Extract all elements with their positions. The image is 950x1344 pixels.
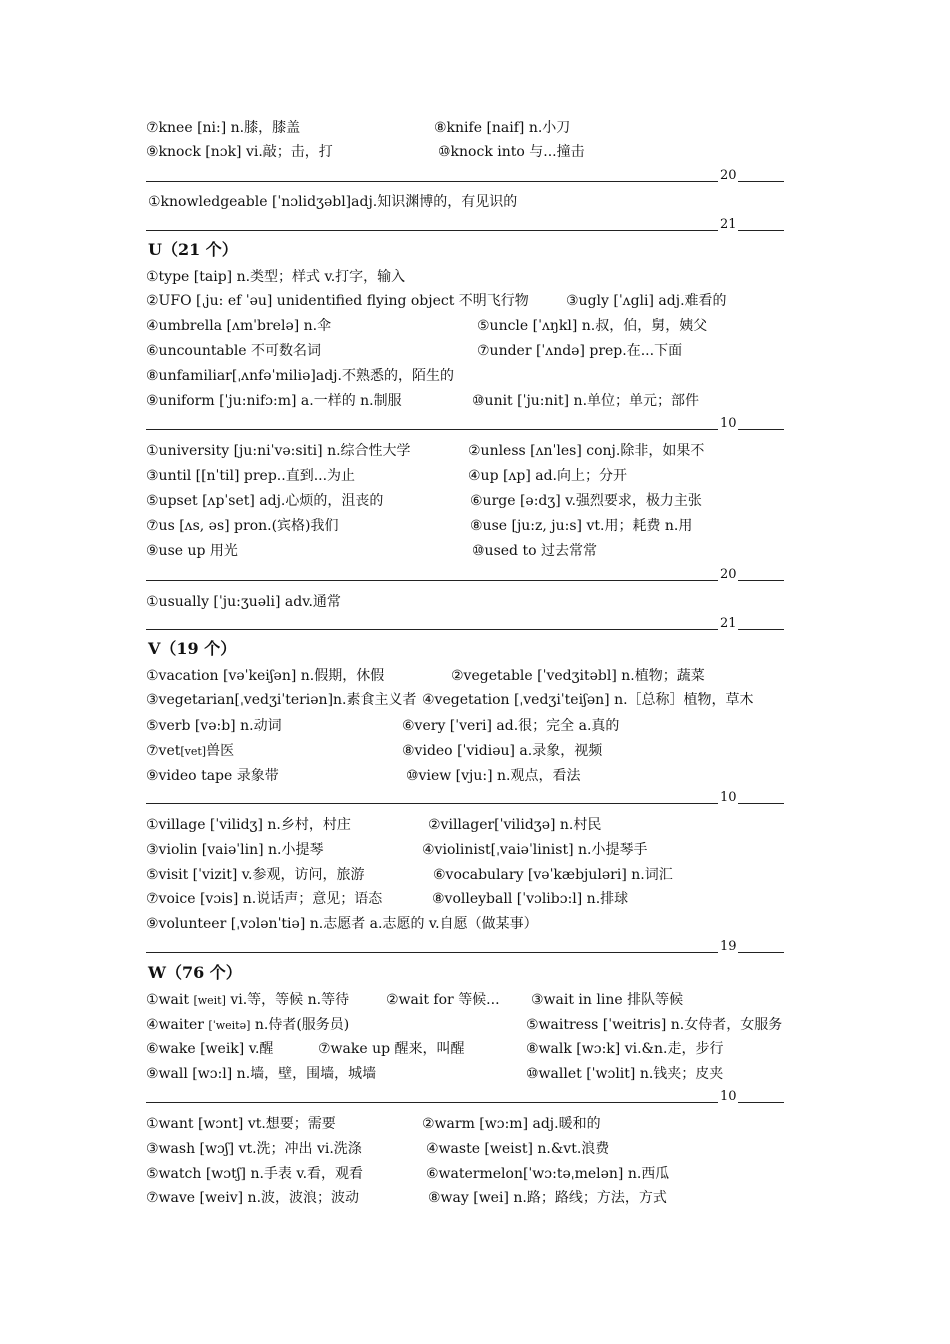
group-count: 19 [720, 939, 737, 954]
vocab-entry: ⑥uncountable 不可数名词 [146, 343, 322, 359]
vocab-entry: ④umbrella [ʌmˈbrelə] n.伞 [146, 318, 332, 334]
vocab-row [146, 865, 806, 885]
vocab-meaning: n.侍者(服务员) [254, 1017, 350, 1033]
vocab-entry: ⑩unit [ˈju:nit] n.单位；单元；部件 [472, 393, 700, 409]
vocab-row [146, 1114, 806, 1134]
vocab-entry [146, 990, 349, 1011]
vocab-row [146, 441, 806, 461]
vocab-entry: ⑦wave [weiv] n.波，波浪；波动 [146, 1190, 360, 1206]
vocab-entry: ⑨knock [nɔk] vi.敲；击，打 [146, 144, 333, 160]
vocab-entry: ⑥very [ˈveri] ad.很；完全 a.真的 [402, 718, 620, 734]
vocab-entry: ①vacation [vəˈkeiʃən] n.假期，休假 [146, 668, 385, 684]
group-count: 20 [720, 168, 737, 183]
vocab-entry: ②UFO [ˌju: ef ˈəu] unidentified flying object 不明飞行物 [146, 293, 529, 309]
vocab-row [146, 766, 806, 786]
vocab-phonetic: [weit] [193, 994, 226, 1007]
group-count: 21 [720, 217, 737, 232]
group-separator [146, 1089, 786, 1107]
vocab-entry: ③wash [wɔʃ] vt.洗；冲出 vi.洗涤 [146, 1141, 362, 1157]
vocab-entry: ⑤visit [ˈvizit] v.参观，访问，旅游 [146, 867, 365, 883]
vocab-entry: ⑥vocabulary [vəˈkæbjuləri] n.词汇 [433, 867, 673, 883]
group-count: 20 [720, 567, 737, 582]
vocab-entry: ①knowledgeable [ˈnɔlidʒəbl]adj.知识渊博的，有见识的 [148, 194, 518, 210]
vocab-row [146, 990, 806, 1010]
vocab-entry: ⑤watch [wɔtʃ] n.手表 v.看，观看 [146, 1166, 364, 1182]
vocab-row [146, 690, 806, 710]
group-count: 10 [720, 790, 737, 805]
vocab-entry: ⑩wallet [ˈwɔlit] n.钱夹；皮夹 [526, 1066, 724, 1082]
vocab-entry: ③ugly [ˈʌgli] adj.难看的 [566, 293, 727, 309]
vocab-entry: ⑥urge [ə:dʒ] v.强烈要求，极力主张 [470, 493, 702, 509]
vocab-entry: ①type [taip] n.类型；样式 v.打字，输入 [146, 269, 406, 285]
vocab-row [146, 391, 806, 411]
vocab-row [146, 491, 806, 511]
vocab-row [146, 741, 806, 761]
vocab-row [146, 1164, 806, 1184]
vocab-entry: ⑤verb [və:b] n.动词 [146, 718, 282, 734]
vocab-entry: ⑦under [ˈʌndə] prep.在...下面 [477, 343, 683, 359]
vocab-entry: ⑨use up 用光 [146, 543, 238, 559]
vocab-entry: ⑩used to 过去常常 [472, 543, 597, 559]
group-separator [146, 168, 786, 186]
vocab-row [146, 142, 806, 162]
vocab-row [146, 716, 806, 736]
vocab-row [146, 192, 806, 212]
vocab-entry: ④up [ʌp] ad.向上；分开 [468, 468, 627, 484]
vocab-entry: ⑨uniform [ˈju:nifɔ:m] a.一样的 n.制服 [146, 393, 402, 409]
section-heading-w: W（76 个） [148, 963, 242, 982]
vocab-entry: ③violin [vaiəˈlin] n.小提琴 [146, 842, 324, 858]
vocab-entry: ⑨wall [wɔ:l] n.墙，壁，围墙，城墙 [146, 1066, 377, 1082]
vocab-entry: ⑧unfamiliar[ˌʌnfəˈmiliə]adj.不熟悉的，陌生的 [146, 368, 454, 384]
vocab-entry: ⑦wake up 醒来，叫醒 [318, 1041, 465, 1057]
vocab-entry: ①university [ju:niˈvə:siti] n.综合性大学 [146, 443, 411, 459]
vocab-row [146, 516, 806, 536]
vocab-entry: ⑨volunteer [ˌvɔlənˈtiə] n.志愿者 a.志愿的 v.自愿（做某事） [146, 916, 538, 932]
vocab-entry: ⑩view [vju:] n.观点，看法 [406, 768, 581, 784]
vocab-row [146, 1015, 806, 1035]
vocab-row [146, 341, 806, 361]
vocab-entry: ②villager[ˈvilidʒə] n.村民 [428, 817, 602, 833]
vocab-row [146, 840, 806, 860]
vocab-entry: ④waste [weist] n.&vt.浪费 [426, 1141, 610, 1157]
vocab-entry: ⑦us [ʌs, əs] pron.(宾格)我们 [146, 518, 339, 534]
vocab-entry: ③vegetarian[ˌvedʒiˈteriən]n.素食主义者 [146, 692, 417, 708]
group-count: 10 [720, 1089, 737, 1104]
vocab-row [146, 815, 806, 835]
vocab-row [146, 1139, 806, 1159]
vocab-meaning: vi.等，等候 n.等待 [230, 992, 350, 1008]
group-separator [146, 939, 786, 957]
vocab-row [146, 541, 806, 561]
vocab-word: ④waiter [146, 1017, 204, 1033]
group-separator [146, 616, 786, 634]
vocab-entry [146, 1015, 349, 1036]
vocab-meaning: 兽医 [206, 743, 235, 759]
vocab-entry: ⑧use [ju:z, ju:s] vt.用；耗费 n.用 [470, 518, 693, 534]
vocab-entry: ①village [ˈvilidʒ] n.乡村，村庄 [146, 817, 351, 833]
group-separator [146, 567, 786, 585]
vocab-row [146, 592, 806, 612]
vocab-entry: ①usually [ˈju:ʒuəli] adv.通常 [146, 594, 341, 610]
group-separator [146, 790, 786, 808]
vocab-entry: ②warm [wɔ:m] adj.暖和的 [422, 1116, 601, 1132]
vocab-entry: ⑧knife [naif] n.小刀 [434, 120, 571, 136]
vocab-row [146, 366, 806, 386]
vocab-row [146, 914, 806, 934]
vocab-entry: ⑩knock into 与...撞击 [438, 144, 585, 160]
vocab-phonetic: [ˈweitə] [208, 1019, 251, 1032]
vocab-entry: ④vegetation [ˌvedʒiˈteiʃən] n.［总称］植物，草木 [422, 692, 754, 708]
vocab-entry: ⑦knee [ni:] n.膝，膝盖 [146, 120, 301, 136]
vocab-phonetic: [vet] [180, 745, 207, 758]
vocab-row [146, 316, 806, 336]
vocab-entry: ⑧video [ˈvidiəu] a.录象，视频 [402, 743, 603, 759]
vocab-entry: ⑤waitress [ˈweitris] n.女侍者，女服务 [526, 1017, 783, 1033]
vocab-entry: ⑥wake [weik] v.醒 [146, 1041, 274, 1057]
vocab-row [146, 1064, 806, 1084]
vocab-entry [146, 741, 234, 762]
vocab-entry: ⑨video tape 录象带 [146, 768, 279, 784]
vocab-row [146, 1188, 806, 1208]
group-separator [146, 416, 786, 434]
vocab-entry: ②vegetable [ˈvedʒitəbl] n.植物；蔬菜 [451, 668, 705, 684]
vocab-entry: ⑧walk [wɔ:k] vi.&n.走，步行 [526, 1041, 724, 1057]
vocab-row [146, 1039, 806, 1059]
vocab-entry: ②unless [ʌnˈles] conj.除非，如果不 [468, 443, 705, 459]
group-count: 21 [720, 616, 737, 631]
vocab-entry: ⑧volleyball [ˈvɔlibɔ:l] n.排球 [432, 891, 629, 907]
vocab-entry: ⑦voice [vɔis] n.说话声；意见；语态 [146, 891, 383, 907]
section-heading-v: V（19 个） [148, 639, 237, 658]
vocab-entry: ⑧way [wei] n.路；路线；方法，方式 [428, 1190, 667, 1206]
vocab-entry: ①want [wɔnt] vt.想要；需要 [146, 1116, 336, 1132]
vocab-entry: ⑤uncle [ˈʌŋkl] n.叔，伯，舅，姨父 [477, 318, 708, 334]
vocab-entry: ⑥watermelon[ˈwɔ:təˌmelən] n.西瓜 [426, 1166, 670, 1182]
group-count: 10 [720, 416, 737, 431]
vocab-row [146, 466, 806, 486]
vocab-entry: ④violinist[ˌvaiəˈlinist] n.小提琴手 [422, 842, 648, 858]
vocab-entry: ②wait for 等候... [386, 992, 500, 1008]
vocab-row [146, 291, 806, 311]
vocab-row [146, 267, 806, 287]
vocab-row [146, 118, 806, 138]
vocab-entry: ③until [[nˈtil] prep..直到...为止 [146, 468, 356, 484]
group-separator [146, 217, 786, 235]
vocab-word: ⑦vet [146, 743, 181, 759]
section-heading-u: U（21 个） [148, 240, 238, 259]
vocab-word: ①wait [146, 992, 189, 1008]
vocab-row [146, 889, 806, 909]
vocab-entry: ③wait in line 排队等候 [531, 992, 684, 1008]
vocab-row [146, 666, 806, 686]
vocab-entry: ⑤upset [ʌpˈset] adj.心烦的，沮丧的 [146, 493, 384, 509]
